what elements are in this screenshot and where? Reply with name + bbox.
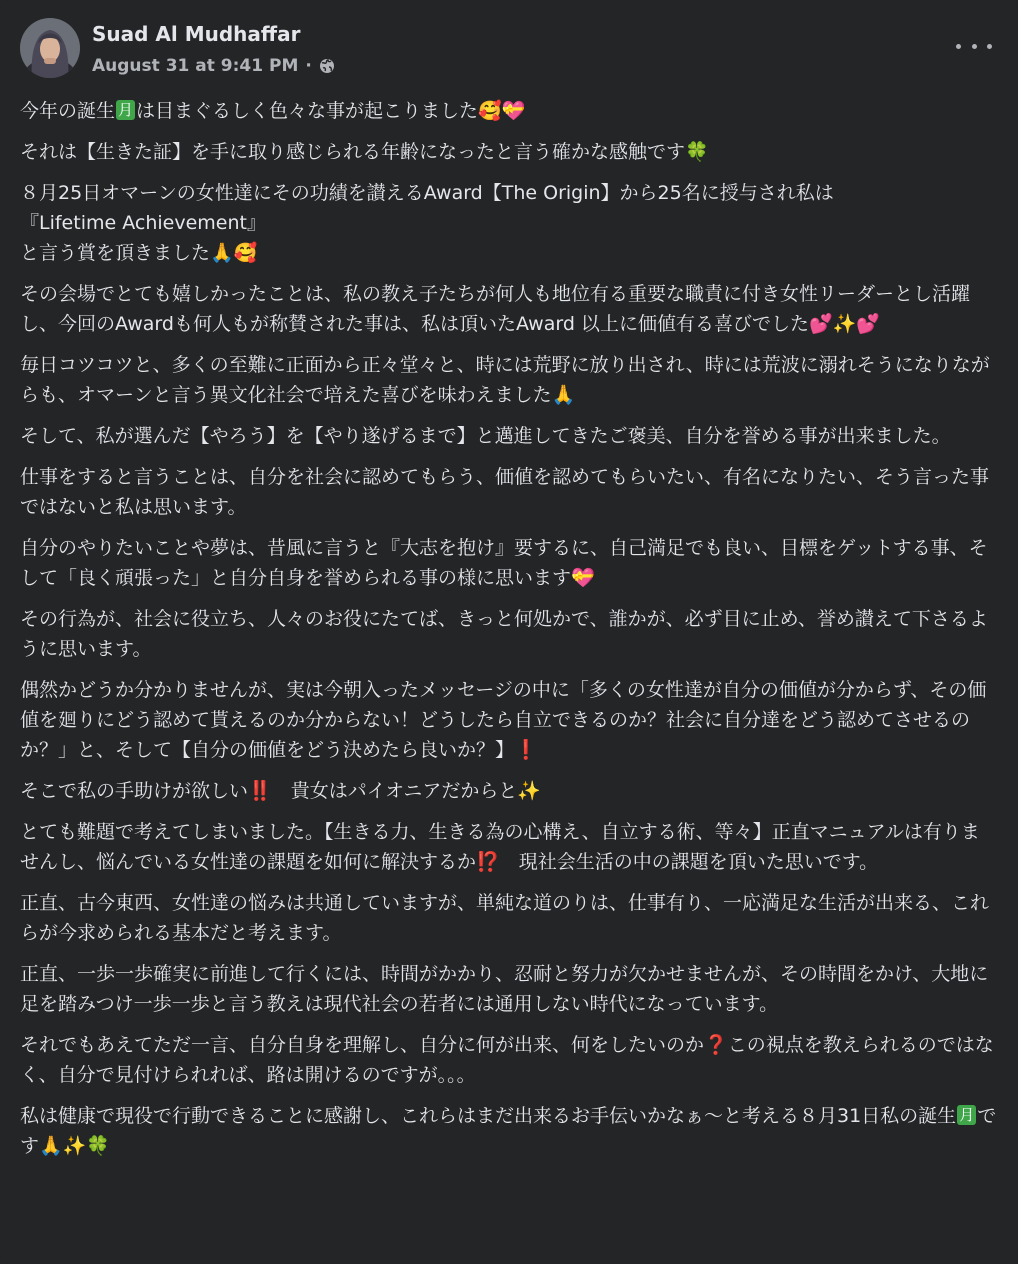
avatar[interactable] — [20, 18, 80, 78]
paragraph-text: それは【生きた証】を手に取り感じられる年齢になったと言う確かな感触です — [20, 141, 686, 163]
moon-emoji-badge: 月 — [959, 1106, 975, 1124]
avatar-image — [20, 18, 80, 78]
paragraph-2 — [20, 137, 998, 167]
paragraph-13 — [20, 888, 998, 948]
paragraph-text: は目まぐるしく色々な事が起こりました — [136, 100, 479, 122]
paragraph-7 — [20, 462, 998, 522]
paragraph-text: そこで私の手助けが欲しい — [20, 780, 249, 802]
meta-separator: · — [305, 56, 312, 76]
paragraph-text: とても難題で考えてしまいました。【生きる力、生きる為の心構え、自立する術、等々】正直マニュアルは有りませんし、悩んでいる女性達の課題を如何に解決するか — [20, 821, 980, 873]
interrobang-emoji: ⁉️ — [476, 851, 500, 873]
more-dot — [987, 44, 992, 49]
more-options-button[interactable] — [956, 36, 992, 56]
paragraph-16 — [20, 1101, 998, 1161]
praying-hands-emoji: 🙏 — [551, 384, 576, 406]
paragraph-10 — [20, 675, 998, 765]
more-dot — [972, 44, 977, 49]
paragraph-11 — [20, 776, 998, 806]
paragraph-1 — [20, 96, 998, 126]
paragraph-text: その会場でとても嬉しかったことは、私の教え子たちが何人も地位有る重要な職責に付き女性リーダーとし活躍し、今回のAwardも何人もが称賛された事は、私は頂いたAward 以上に価値有る喜びでした — [20, 283, 971, 335]
paragraph-text: 正直、古今東西、女性達の悩みは共通していますが、単純な道のりは、仕事有り、一応満足な生活が出来る、これらが今求められる基本だと考えます。 — [20, 892, 990, 944]
emoji: 🥰💝 — [478, 100, 526, 122]
post-meta — [92, 56, 335, 76]
post-timestamp[interactable]: August 31 at 9:41 PM — [92, 56, 299, 76]
emoji: 🙏🥰 — [210, 242, 258, 264]
gift-heart-emoji: 💝 — [571, 567, 595, 589]
post-header — [20, 16, 998, 82]
paragraph-text: 私は健康で現役で行動できることに感謝し、これらはまだ出来るお手伝いかなぁ〜と考える８月31日私の誕生 — [20, 1105, 957, 1127]
exclamation-emoji: ❗ — [514, 739, 538, 761]
emoji: 💕✨💕 — [808, 313, 880, 335]
paragraph-3 — [20, 178, 998, 268]
paragraph-15 — [20, 1030, 998, 1090]
paragraph-text: 偶然かどうか分かりませんが、実は今朝入ったメッセージの中に「多くの女性達が自分の価値が分からず、その価値を廻りにどう認めて貰えるのか分からない！どうしたら自立できるのか？社会に自分達をどう認めてさせるのか？」と、そして【自分の価値をどう決めたら良いか？】 — [20, 679, 987, 761]
paragraph-12 — [20, 817, 998, 877]
paragraph-6 — [20, 421, 998, 451]
paragraph-text: 仕事をすると言うことは、自分を社会に認めてもらう、価値を認めてもらいたい、有名になりたい、そう言った事ではないと私は思います。 — [20, 466, 990, 518]
paragraph-text: です — [20, 1105, 997, 1157]
paragraph-text: 現社会生活の中の課題を頂いた思いです。 — [499, 851, 879, 873]
moon-emoji-badge: 月 — [118, 101, 134, 119]
paragraph-5 — [20, 350, 998, 410]
emoji: 🙏✨🍀 — [39, 1135, 110, 1157]
paragraph-text: 毎日コツコツと、多くの至難に正面から正々堂々と、時には荒野に放り出され、時には荒波に溺れそうになりながらも、オマーンと言う異文化社会で培えた喜びを味わえました — [20, 354, 990, 406]
paragraph-text: そして、私が選んだ【やろう】を【やり遂げるまで】と邁進してきたご褒美、自分を誉める事が出来ました。 — [20, 425, 951, 447]
paragraph-text: この視点を教えられるのではなく、自分で見付けられれば、路は開けるのですが。。。 — [20, 1034, 994, 1086]
paragraph-text: 自分のやりたいことや夢は、昔風に言うと『大志を抱け』要するに、自己満足でも良い、目標をゲットする事、そして「良く頑張った」と自分自身を誉められる事の様に思います — [20, 537, 988, 589]
author-name[interactable]: Suad Al Mudhaffar — [92, 22, 301, 46]
more-horizontal-icon — [956, 44, 961, 49]
question-emoji: ❓ — [704, 1034, 728, 1056]
sparkles-emoji: ✨ — [517, 780, 542, 802]
paragraph-8 — [20, 533, 998, 593]
clover-emoji: 🍀 — [685, 141, 709, 163]
paragraph-text: 貴女はパイオニアだからと — [271, 780, 518, 802]
paragraph-text: その行為が、社会に役立ち、人々のお役にたてば、きっと何処かで、誰かが、必ず目に止め、誉め讃えて下さるように思います。 — [20, 608, 988, 660]
globe-icon[interactable] — [319, 58, 335, 74]
paragraph-text: 今年の誕生 — [20, 100, 116, 122]
post-body — [20, 96, 998, 1161]
paragraph-text: 正直、一歩一歩確実に前進して行くには、時間がかかり、忍耐と努力が欠かせませんが、その時間をかけ、大地に足を踏みつけ一歩一歩と言う教えは現代社会の若者には通用しない時代になっています。 — [20, 963, 989, 1015]
paragraph-text: ８月25日オマーンの女性達にその功績を讃えるAward【The Origin】から25名に授与され私は 『Lifetime Achievement』 と言う賞を頂きました — [20, 182, 834, 264]
double-exclamation-emoji: ‼️ — [248, 780, 272, 802]
paragraph-14 — [20, 959, 998, 1019]
paragraph-text: それでもあえてただ一言、自分自身を理解し、自分に何が出来、何をしたいのか — [20, 1034, 705, 1056]
paragraph-9 — [20, 604, 998, 664]
paragraph-4 — [20, 279, 998, 339]
